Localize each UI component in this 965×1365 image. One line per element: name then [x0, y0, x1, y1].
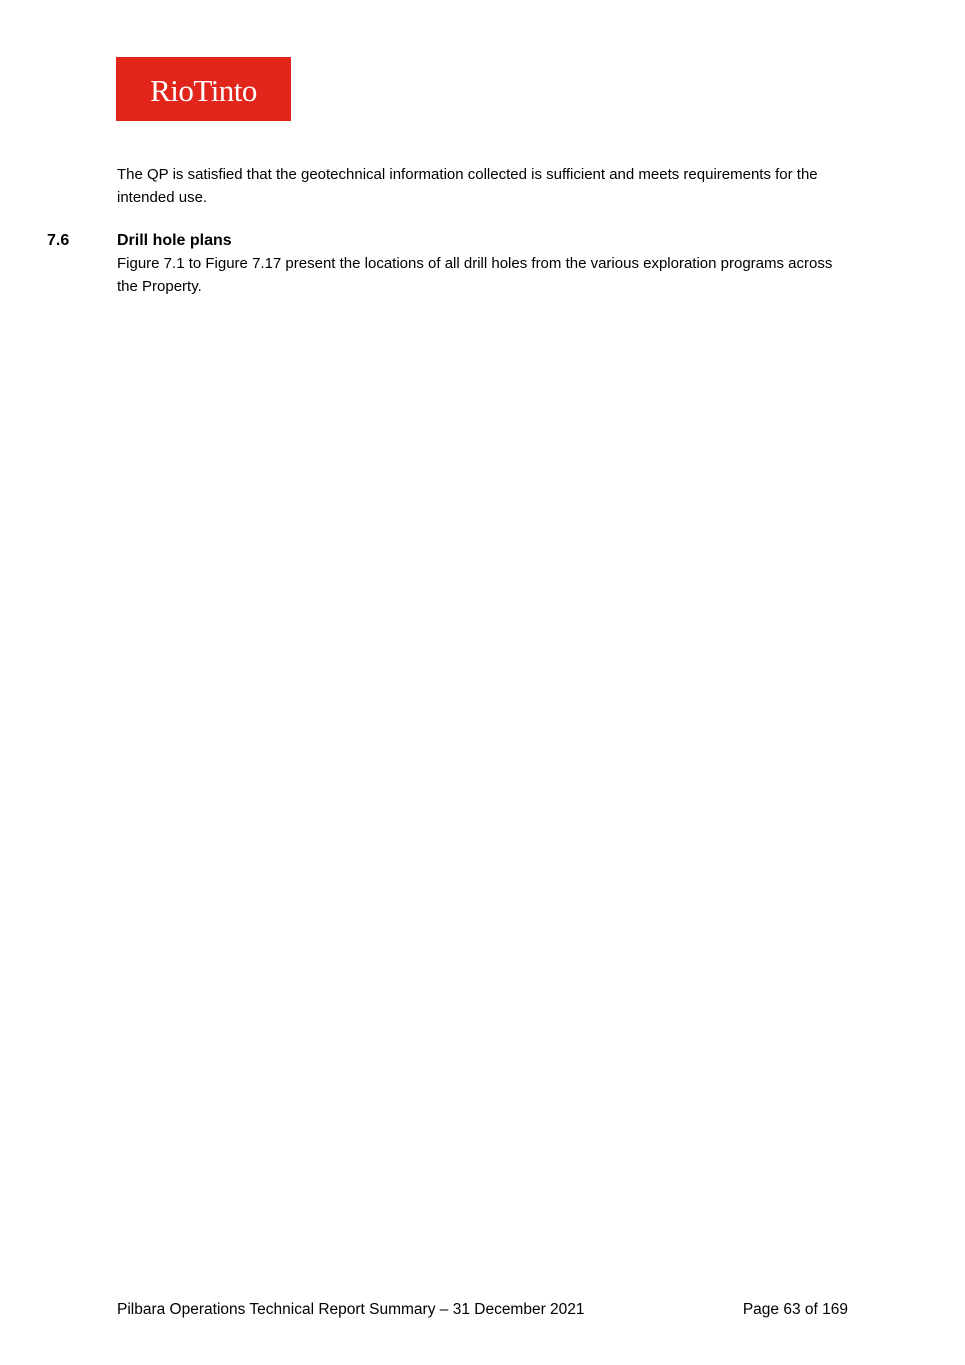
paragraph-drill-hole-plans: Figure 7.1 to Figure 7.17 present the locations of all drill holes from the various exploration programs across the Property. — [117, 255, 833, 295]
footer-report-title: Pilbara Operations Technical Report Summary – 31 December 2021 — [117, 1301, 585, 1318]
rio-tinto-logo — [116, 57, 291, 121]
section-number: 7.6 — [47, 232, 70, 249]
paragraph-geotechnical: The QP is satisfied that the geotechnical information collected is sufficient and meets requirements for the intended use. — [117, 166, 818, 206]
logo-text: RioTinto — [150, 72, 257, 108]
footer-page-number: Page 63 of 169 — [742, 1301, 848, 1318]
section-title: Drill hole plans — [117, 232, 232, 249]
